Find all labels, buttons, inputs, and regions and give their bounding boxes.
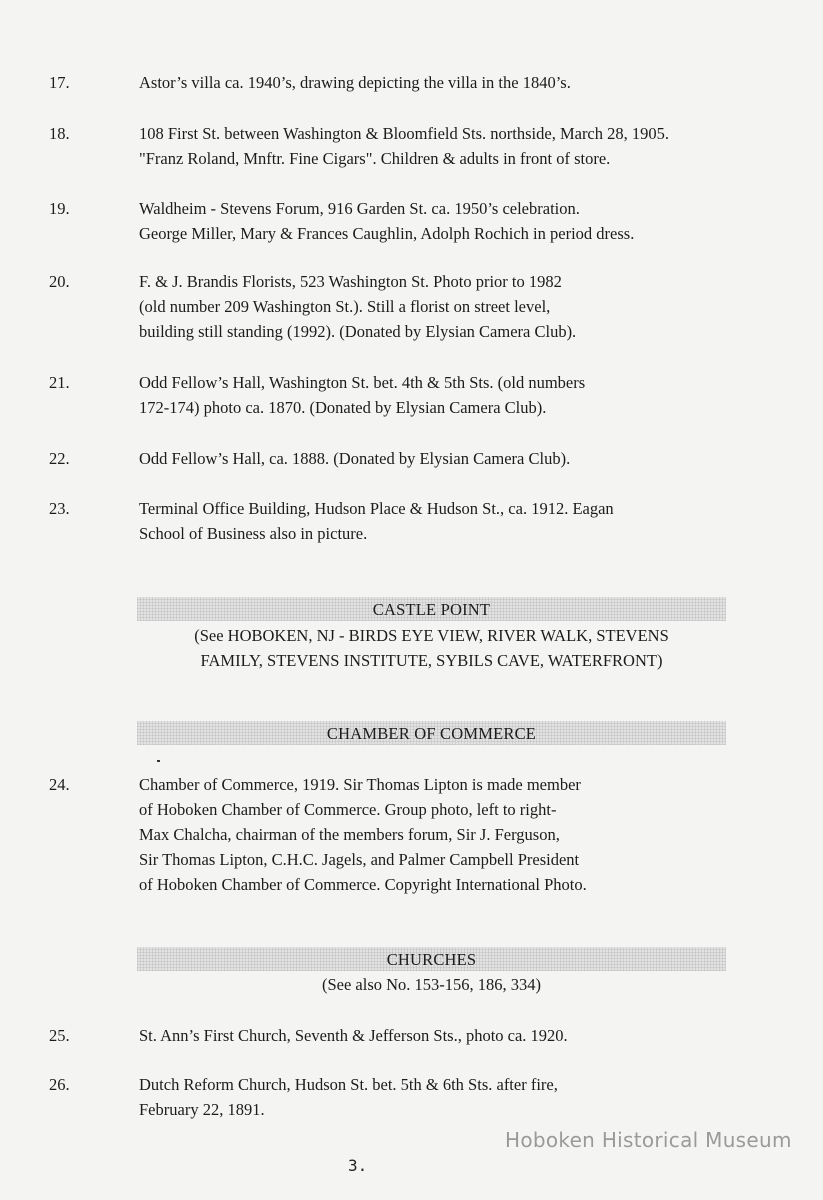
entry-text: School of Business also in picture. <box>139 524 368 543</box>
entry-text: Chamber of Commerce, 1919. Sir Thomas Lipton is made member <box>139 775 581 794</box>
entry-text: Sir Thomas Lipton, C.H.C. Jagels, and Palmer Campbell President <box>139 850 580 869</box>
entry-text: Odd Fellow’s Hall, ca. 1888. (Donated by Elysian Camera Club). <box>139 449 571 468</box>
entry-text: Dutch Reform Church, Hudson St. bet. 5th & 6th Sts. after fire, <box>139 1075 558 1094</box>
entry-number: 21. <box>49 373 70 392</box>
entry-number: 23. <box>49 499 70 518</box>
entry-text: of Hoboken Chamber of Commerce. Copyright International Photo. <box>139 875 587 894</box>
section-heading-castle-point: CASTLE POINT <box>137 597 726 621</box>
entry-number: 26. <box>49 1075 70 1094</box>
entry-number: 24. <box>49 775 70 794</box>
entry-number: 20. <box>49 272 70 291</box>
entry-text: Astor’s villa ca. 1940’s, drawing depicting the villa in the 1840’s. <box>139 73 571 92</box>
entry-text: 172-174) photo ca. 1870. (Donated by Elysian Camera Club). <box>139 398 547 417</box>
entry-text: building still standing (1992). (Donated by Elysian Camera Club). <box>139 322 577 341</box>
entry-number: 19. <box>49 199 70 218</box>
section-heading-chamber-of-commerce: CHAMBER OF COMMERCE <box>137 721 726 745</box>
entry-text: F. & J. Brandis Florists, 523 Washington St. Photo prior to 1982 <box>139 272 562 291</box>
see-also-text: FAMILY, STEVENS INSTITUTE, SYBILS CAVE, WATERFRONT) <box>200 651 663 670</box>
entry-number: 18. <box>49 124 70 143</box>
entry-number: 17. <box>49 73 70 92</box>
entry-text: 108 First St. between Washington & Bloomfield Sts. northside, March 28, 1905. <box>139 124 670 143</box>
entry-number: 25. <box>49 1026 70 1045</box>
entry-text: Terminal Office Building, Hudson Place & Hudson St., ca. 1912. Eagan <box>139 499 614 518</box>
section-see-also <box>137 972 726 997</box>
entry-text: (old number 209 Washington St.). Still a florist on street level, <box>139 297 551 316</box>
page-number: 3. <box>348 1156 368 1175</box>
entry-text: Odd Fellow’s Hall, Washington St. bet. 4th & 5th Sts. (old numbers <box>139 373 586 392</box>
watermark: Hoboken Historical Museum <box>505 1128 792 1152</box>
section-heading-churches: CHURCHES <box>137 947 726 971</box>
entry-text: of Hoboken Chamber of Commerce. Group photo, left to right- <box>139 800 557 819</box>
see-also-text: (See also No. 153-156, 186, 334) <box>321 975 542 994</box>
entry-number: 22. <box>49 449 70 468</box>
entry-text: Waldheim - Stevens Forum, 916 Garden St. ca. 1950’s celebration. <box>139 199 580 218</box>
entry-text: George Miller, Mary & Frances Caughlin, Adolph Rochich in period dress. <box>139 224 635 243</box>
entry-text: Max Chalcha, chairman of the members forum, Sir J. Ferguson, <box>139 825 560 844</box>
entry-text: "Franz Roland, Mnftr. Fine Cigars". Children & adults in front of store. <box>139 149 611 168</box>
see-also-text: (See HOBOKEN, NJ - BIRDS EYE VIEW, RIVER WALK, STEVENS <box>194 626 669 645</box>
entry-text: February 22, 1891. <box>139 1100 265 1119</box>
stray-mark <box>157 760 160 762</box>
section-see-also <box>137 623 726 673</box>
entry-text: St. Ann’s First Church, Seventh & Jefferson Sts., photo ca. 1920. <box>139 1026 568 1045</box>
